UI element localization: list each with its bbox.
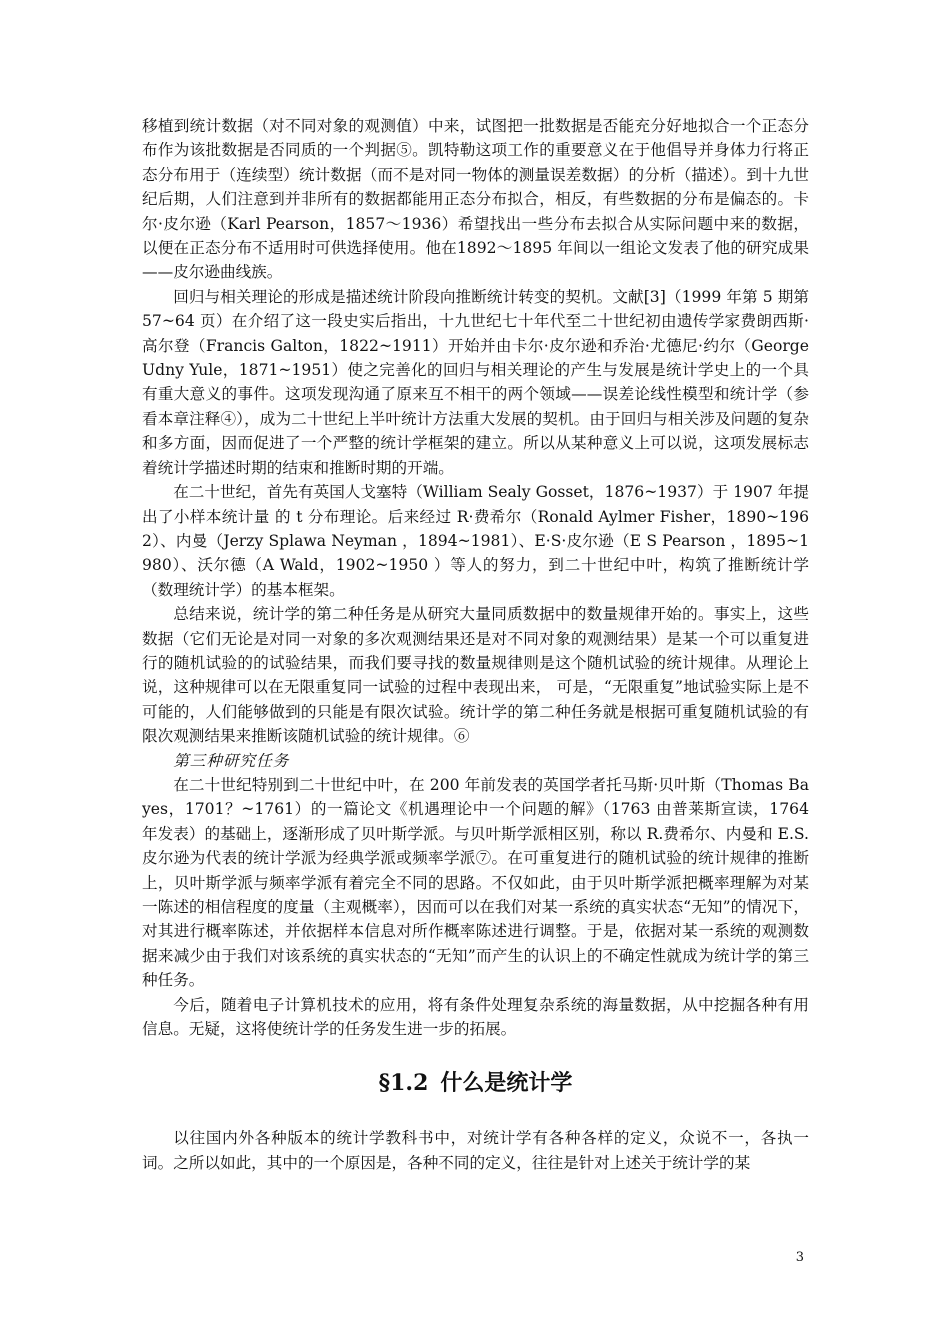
subheading-third-task: 第三种研究任务 xyxy=(173,751,290,770)
paragraph-second-task-summary: 总结来说，统计学的第二种任务是从研究大量同质数据中的数量规律开始的。事实上，这些数据（它们无论是对同一对象的多次观测结果还是对不同对象的观测结果）是某一个可以重复进行的随机试验的的试验结果，而我们要寻找的数量规律则是这个随机试验的统计规律。从理论上说，这种规律可以在无限重复同一试验的过程中表现出来， 可是，“无限重复”地试验实际上是不可能的，人们能够做到的只能是有限次试验。统计学的第二种任务就是根据可重复随机试验的有限次观测结果来推断该随机试验的统计规律。⑥ xyxy=(142,605,809,746)
paragraph-regression-correlation: 回归与相关理论的形成是描述统计阶段向推断统计转变的契机。文献[3]（1999 年第 5 期第 57~64 页）在介绍了这一段史实后指出，十九世纪七十年代至二十世纪初由遗传学家费朗西斯·高尔登（Francis Galton，1822~1911）开始并由卡尔·皮尔逊和乔治·尤德尼·约尔（George Udny Yule，1871~1951）使之完善化的回归与相关理论的产生与发展是统计学史上的一个具有重大意义的事件。这项发现沟通了原来互不相干的两个领域——误差论线性模型和统计学（参看本章注释④），成为二十世纪上半叶统计方法重大发展的契机。由于回归与相关涉及问题的复杂和多方面，因而促进了一个严整的统计学框架的建立。所以从某种意义上可以说，这项发展标志着统计学描述时期的结束和推断时期的开端。 xyxy=(142,287,809,477)
paragraph-twentieth-century: 在二十世纪，首先有英国人戈塞特（William Sealy Gosset，1876~1937）于 1907 年提出了小样本统计量 的 t 分布理论。后来经过 R·费希尔（Ronald Aylmer Fisher，1890~1962）、内曼（Jerzy Splawa Neyman ，1894~1981）、E·S·皮尔逊（E S Pearson ，1895~1980）、沃尔德（A Wald，1902~1950 ）等人的努力，到二十世纪中叶，构筑了推断统计学（数理统计学）的基本框架。 xyxy=(142,483,809,599)
section-heading xyxy=(142,1063,809,1103)
section-title-text: 什么是统计学 xyxy=(440,1070,573,1097)
page-number: 3 xyxy=(795,1250,804,1265)
paragraph-future-outlook: 今后，随着电子计算机技术的应用，将有条件处理复杂系统的海量数据，从中挖掘各种有用信息。无疑，这将使统计学的任务发生进一步的拓展。 xyxy=(142,995,809,1039)
paragraph-definitions: 以往国内外各种版本的统计学教科书中，对统计学有各种各样的定义，众说不一，各执一词。之所以如此，其中的一个原因是，各种不同的定义，往往是针对上述关于统计学的某 xyxy=(142,1129,809,1172)
paragraph-pearson-curves: 移植到统计数据（对不同对象的观测值）中来，试图把一批数据是否能充分好地拟合一个正态分布作为该批数据是否同质的一个判据⑤。凯特勒这项工作的重要意义在于他倡导并身体力行将正态分布用于（连续型）统计数据（而不是对同一物体的测量误差数据）的分析（描述）。到十九世纪后期，人们注意到并非所有的数据都能用正态分布拟合，相反，有些数据的分布是偏态的。卡尔·皮尔逊（Karl Pearson，1857～1936）希望找出一些分布去拟合从实际问题中来的数据，以便在正态分布不适用时可供选择使用。他在1892～1895 年间以一组论文发表了他的研究成果——皮尔逊曲线族。 xyxy=(142,117,809,282)
paragraph-bayesian-school: 在二十世纪特别到二十世纪中叶，在 200 年前发表的英国学者托马斯·贝叶斯（Thomas Bayes，1701？~1761）的一篇论文《机遇理论中一个问题的解》（1763 由普莱斯宣读，1764 年发表）的基础上，逐渐形成了贝叶斯学派。与贝叶斯学派相区别，称以 R.费希尔、内曼和 E.S.皮尔逊为代表的统计学派为经典学派或频率学派⑦。在可重复进行的随机试验的统计规律的推断上，贝叶斯学派与频率学派有着完全不同的思路。不仅如此，由于贝叶斯学派把概率理解为对某一陈述的相信程度的度量（主观概率），因而可以在我们对某一系统的真实状态“无知”的情况下，对其进行概率陈述，并依据样本信息对所作概率陈述进行调整。于是，依据对某一系统的观测数据来减少由于我们对该系统的真实状态的“无知”而产生的认识上的不确定性就成为统计学的第三种任务。 xyxy=(142,775,809,990)
section-number: §1.2 xyxy=(378,1070,429,1097)
